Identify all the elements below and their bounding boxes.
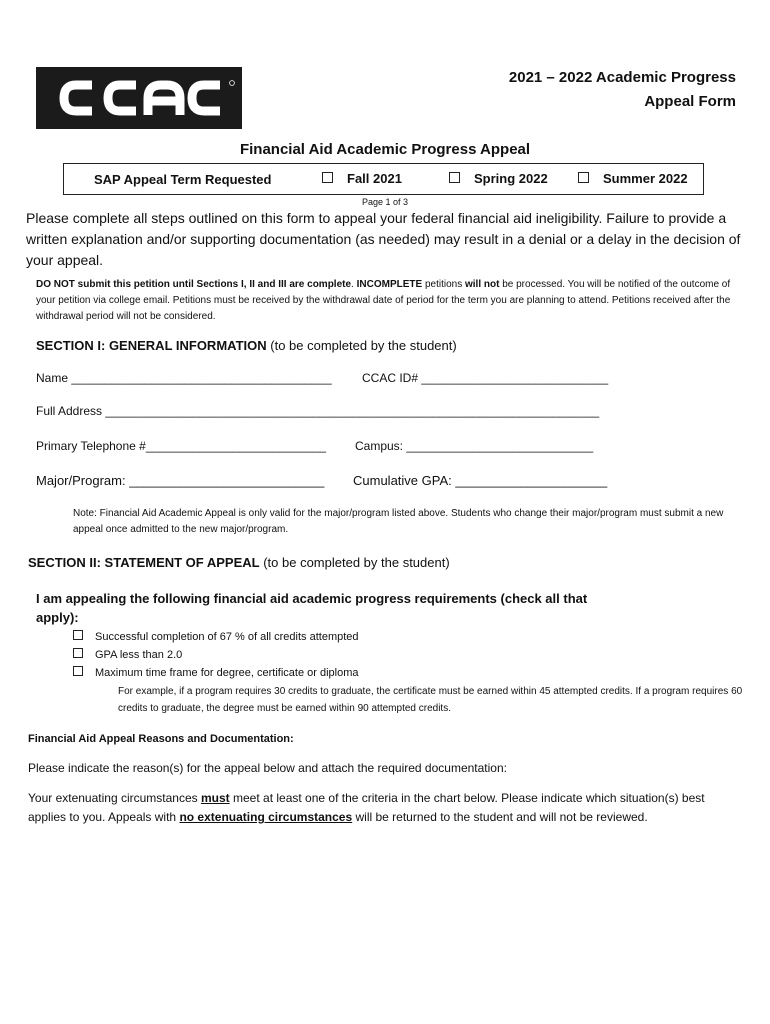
checkbox-icon[interactable] — [578, 172, 589, 183]
document-title-line-1: 2021 – 2022 Academic Progress — [508, 69, 736, 86]
term-option-summer[interactable] — [578, 171, 688, 186]
checkbox-icon[interactable] — [449, 172, 460, 183]
requirement-completion[interactable] — [73, 628, 359, 646]
checkbox-icon[interactable] — [73, 630, 83, 640]
ccac-logo — [36, 67, 242, 129]
section-1-subtitle: (to be completed by the student) — [266, 338, 457, 353]
term-option-label: Summer 2022 — [603, 171, 688, 186]
requirement-label: GPA less than 2.0 — [95, 649, 183, 661]
notice-bold-1: DO NOT submit this petition until Sections I, II and III are complete — [36, 279, 352, 290]
reasons-instructions: Please indicate the reason(s) for the appeal below and attach the required documentation: — [28, 761, 507, 775]
notice-text-2: petitions — [422, 279, 465, 290]
requirements-checklist — [73, 628, 359, 682]
major-program-field[interactable]: Major/Program: ___________________________ — [36, 473, 325, 488]
checkbox-icon[interactable] — [73, 648, 83, 658]
notice-bold-2: INCOMPLETE — [356, 279, 423, 290]
circ-text-a: Your extenuating circumstances — [28, 791, 201, 805]
name-field[interactable]: Name _______________________________________ — [36, 371, 332, 385]
full-address-field[interactable]: Full Address __________________________________________________________________________ — [36, 404, 600, 418]
primary-telephone-field[interactable]: Primary Telephone #___________________________ — [36, 439, 327, 453]
notice-text-3: be processed. You will be notified of the outcome of your petition via college email. Petitions must be received by the withdrawal date of period for the term you are planning to attend. Petitions received after the withdrawal period will not be considered. — [36, 279, 731, 322]
campus-field[interactable]: Campus: ____________________________ — [355, 439, 594, 453]
major-program-note: Note: Financial Aid Academic Appeal is only valid for the major/program listed above. Students who change their major/program must submit a new appeal once admitted to the new major/program. — [73, 508, 724, 535]
cumulative-gpa-field[interactable]: Cumulative GPA: _____________________ — [353, 473, 608, 488]
section-2-title: SECTION II: STATEMENT OF APPEAL — [28, 555, 260, 570]
circ-must: must — [201, 791, 230, 805]
term-requested-box — [63, 163, 704, 195]
ccac-id-field[interactable]: CCAC ID# ____________________________ — [362, 371, 609, 385]
term-option-spring[interactable] — [449, 171, 548, 186]
section-1-title: SECTION I: GENERAL INFORMATION — [36, 338, 267, 353]
intro-paragraph: Please complete all steps outlined on this form to appeal your federal financial aid ineligibility. Failure to provide a written explanation and/or supporting documentation (as needed) may result in a denial or a delay in the decision of your appeal. — [26, 210, 741, 268]
notice-bold-3: will not — [464, 279, 500, 290]
term-option-fall[interactable] — [322, 171, 402, 186]
notice-text-1: . — [351, 279, 357, 290]
checkbox-icon[interactable] — [322, 172, 333, 183]
extenuating-circumstances-text — [28, 789, 744, 827]
circ-text-b: meet at least one of the criteria in the chart below. Please indicate which situation(s) best applies to you. Appeals with — [28, 791, 705, 824]
appeal-requirements-lead: I am appealing the following financial aid academic progress requirements (check all that apply): — [36, 591, 588, 625]
checkbox-icon[interactable] — [73, 666, 83, 676]
section-2-subtitle: (to be completed by the student) — [259, 555, 450, 570]
ccac-logo-mark — [36, 67, 242, 129]
submission-notice — [36, 277, 736, 325]
document-title — [509, 66, 736, 114]
term-option-label: Spring 2022 — [474, 171, 548, 186]
requirement-max-time-frame[interactable] — [73, 664, 359, 682]
form-heading: Financial Aid Academic Progress Appeal — [239, 141, 531, 158]
reasons-heading: Financial Aid Appeal Reasons and Documentation: — [28, 733, 294, 745]
page-number: Page 1 of 3 — [361, 197, 409, 207]
time-frame-example: For example, if a program requires 30 credits to graduate, the certificate must be earned within 45 attempted credits. If a program requires 60 credits to graduate, the degree must be earned within 90 attempted credits. — [118, 686, 743, 714]
requirement-label: Successful completion of 67 % of all credits attempted — [95, 631, 359, 643]
section-2-heading — [28, 555, 450, 570]
document-title-line-2: Appeal Form — [644, 93, 736, 110]
circ-no-extenuating: no extenuating circumstances — [179, 810, 353, 824]
requirement-label: Maximum time frame for degree, certificate or diploma — [95, 667, 359, 679]
requirement-gpa[interactable] — [73, 646, 359, 664]
term-option-label: Fall 2021 — [347, 171, 402, 186]
section-1-heading — [36, 338, 457, 353]
term-requested-label: SAP Appeal Term Requested — [94, 172, 272, 187]
circ-text-c: will be returned to the student and will not be reviewed. — [352, 810, 648, 824]
